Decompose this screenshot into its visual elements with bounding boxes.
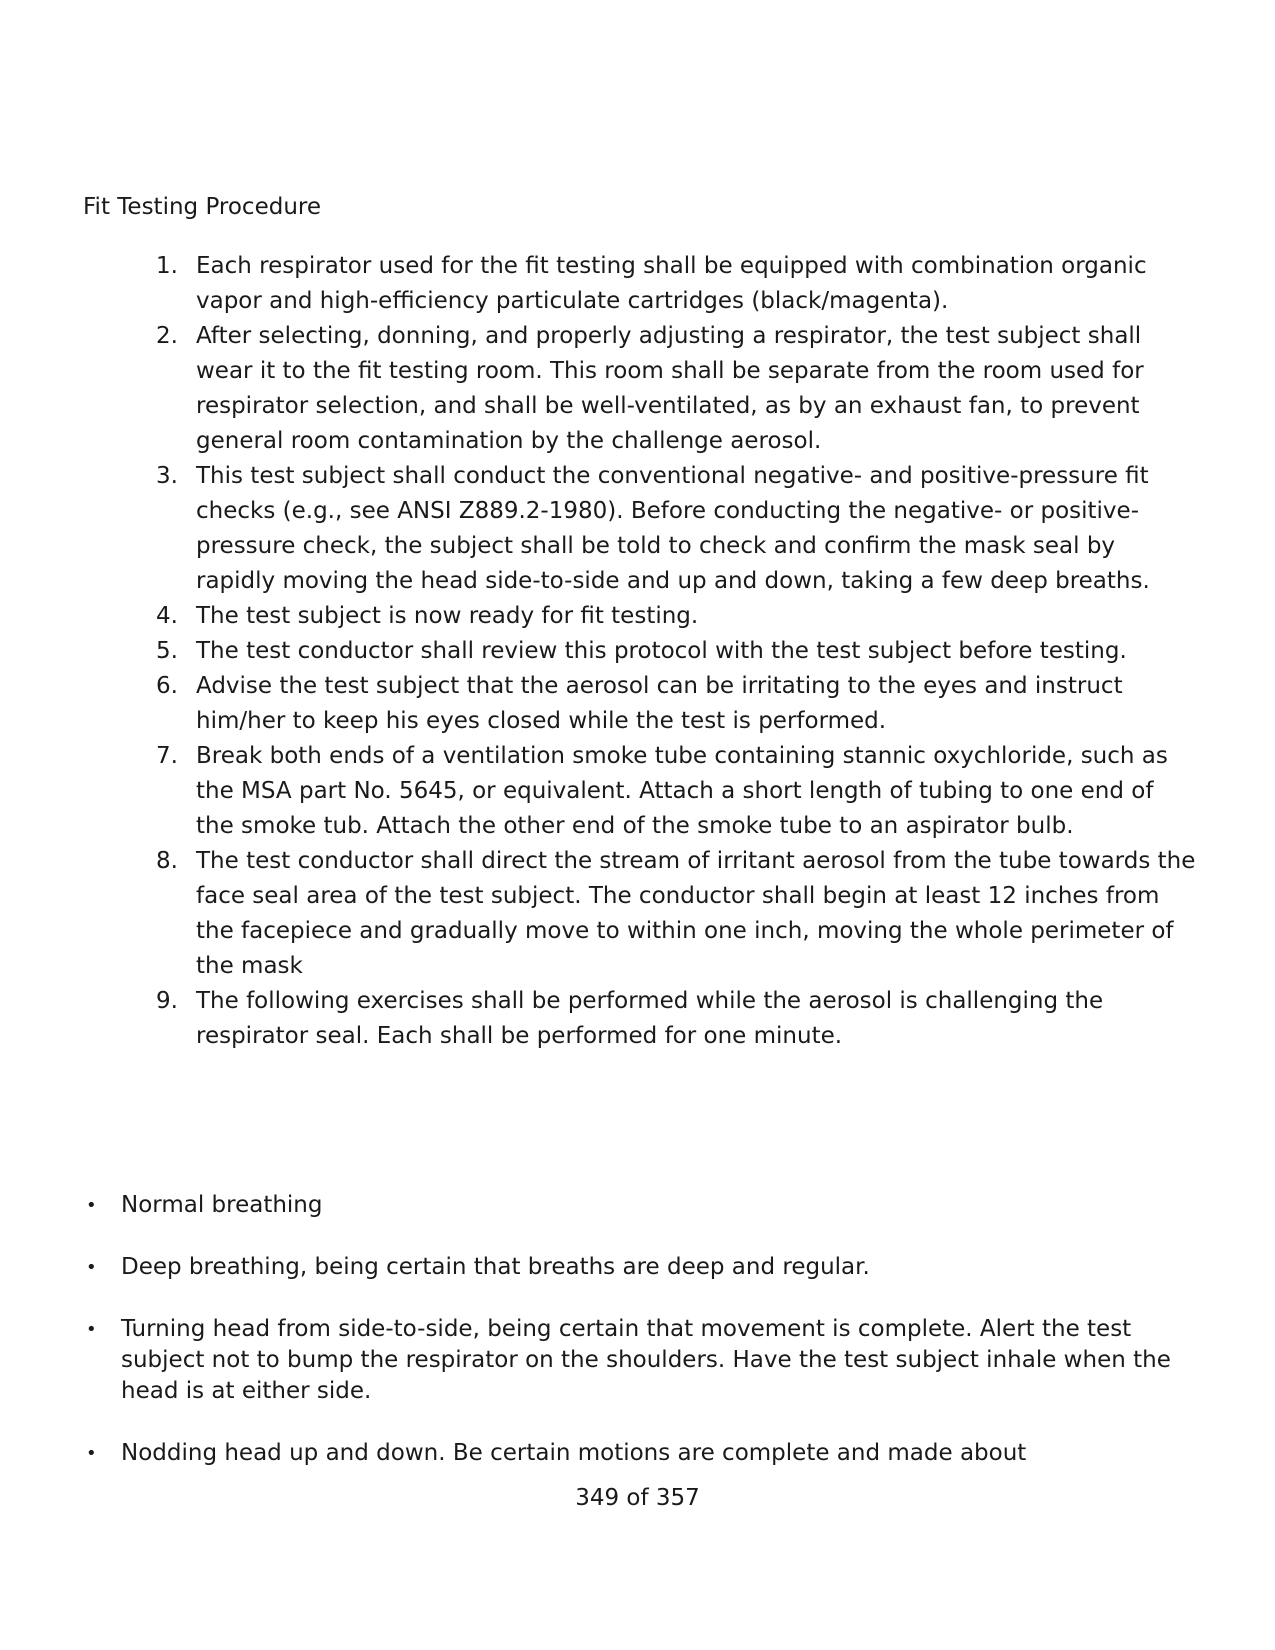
step-number: 8.: [156, 848, 178, 874]
step-number: 6.: [156, 673, 178, 699]
step-number: 9.: [156, 988, 178, 1014]
procedure-step: [156, 599, 1196, 634]
procedure-steps-list: [156, 249, 1196, 1054]
bullet-marker: •: [86, 1443, 97, 1464]
procedure-step: [156, 634, 1196, 669]
step-number: 1.: [156, 253, 178, 279]
exercise-item: [83, 1438, 1193, 1469]
exercise-item: [83, 1252, 1193, 1283]
exercise-text: Nodding head up and down. Be certain motions are complete and made about: [121, 1440, 1027, 1466]
step-text: This test subject shall conduct the conventional negative- and positive-pressure fit checks (e.g., see ANSI Z889.2-1980). Before conducting the negative- or positive-pressure check, the subject shall be told to check and confirm the mask seal by rapidly moving the head side-to-side and up and down, taking a few deep breaths.: [196, 463, 1150, 594]
bullet-marker: •: [86, 1195, 97, 1216]
procedure-step: [156, 739, 1196, 844]
step-text: The following exercises shall be performed while the aerosol is challenging the respirator seal. Each shall be performed for one minute.: [196, 988, 1104, 1049]
bullet-marker: •: [86, 1257, 97, 1278]
bullet-marker: •: [86, 1319, 97, 1340]
exercise-text: Normal breathing: [121, 1192, 323, 1218]
procedure-step: [156, 319, 1196, 459]
exercise-text: Turning head from side-to-side, being certain that movement is complete. Alert the test subject not to bump the respirator on the shoulders. Have the test subject inhale when the head is at either side.: [121, 1316, 1171, 1404]
step-text: Advise the test subject that the aerosol can be irritating to the eyes and instruct him/her to keep his eyes closed while the test is performed.: [196, 673, 1123, 734]
step-text: The test conductor shall review this protocol with the test subject before testing.: [196, 638, 1127, 664]
step-text: The test subject is now ready for fit testing.: [196, 603, 699, 629]
procedure-step: [156, 844, 1196, 984]
step-text: After selecting, donning, and properly adjusting a respirator, the test subject shall wear it to the fit testing room. This room shall be separate from the room used for respirator selection, and shall be well-ventilated, as by an exhaust fan, to prevent general room contamination by the challenge aerosol.: [196, 323, 1144, 454]
page-number: 349 of 357: [575, 1485, 700, 1511]
exercise-list: [83, 1190, 1193, 1500]
procedure-step: [156, 249, 1196, 319]
step-number: 4.: [156, 603, 178, 629]
step-number: 3.: [156, 463, 178, 489]
exercise-item: [83, 1190, 1193, 1221]
step-text: The test conductor shall direct the stream of irritant aerosol from the tube towards the face seal area of the test subject. The conductor shall begin at least 12 inches from the facepiece and gradually move to within one inch, moving the whole perimeter of the mask: [196, 848, 1196, 979]
exercise-text: Deep breathing, being certain that breaths are deep and regular.: [121, 1254, 870, 1280]
step-text: Each respirator used for the fit testing shall be equipped with combination organic vapor and high-efficiency particulate cartridges (black/magenta).: [196, 253, 1147, 314]
procedure-step: [156, 984, 1196, 1054]
step-number: 2.: [156, 323, 178, 349]
exercise-item: [83, 1314, 1193, 1407]
step-number: 5.: [156, 638, 178, 664]
step-text: Break both ends of a ventilation smoke tube containing stannic oxychloride, such as the MSA part No. 5645, or equivalent. Attach a short length of tubing to one end of the smoke tub. Attach the other end of the smoke tube to an aspirator bulb.: [196, 743, 1168, 839]
step-number: 7.: [156, 743, 178, 769]
procedure-step: [156, 459, 1196, 599]
procedure-step: [156, 669, 1196, 739]
page-title: Fit Testing Procedure: [83, 194, 322, 220]
